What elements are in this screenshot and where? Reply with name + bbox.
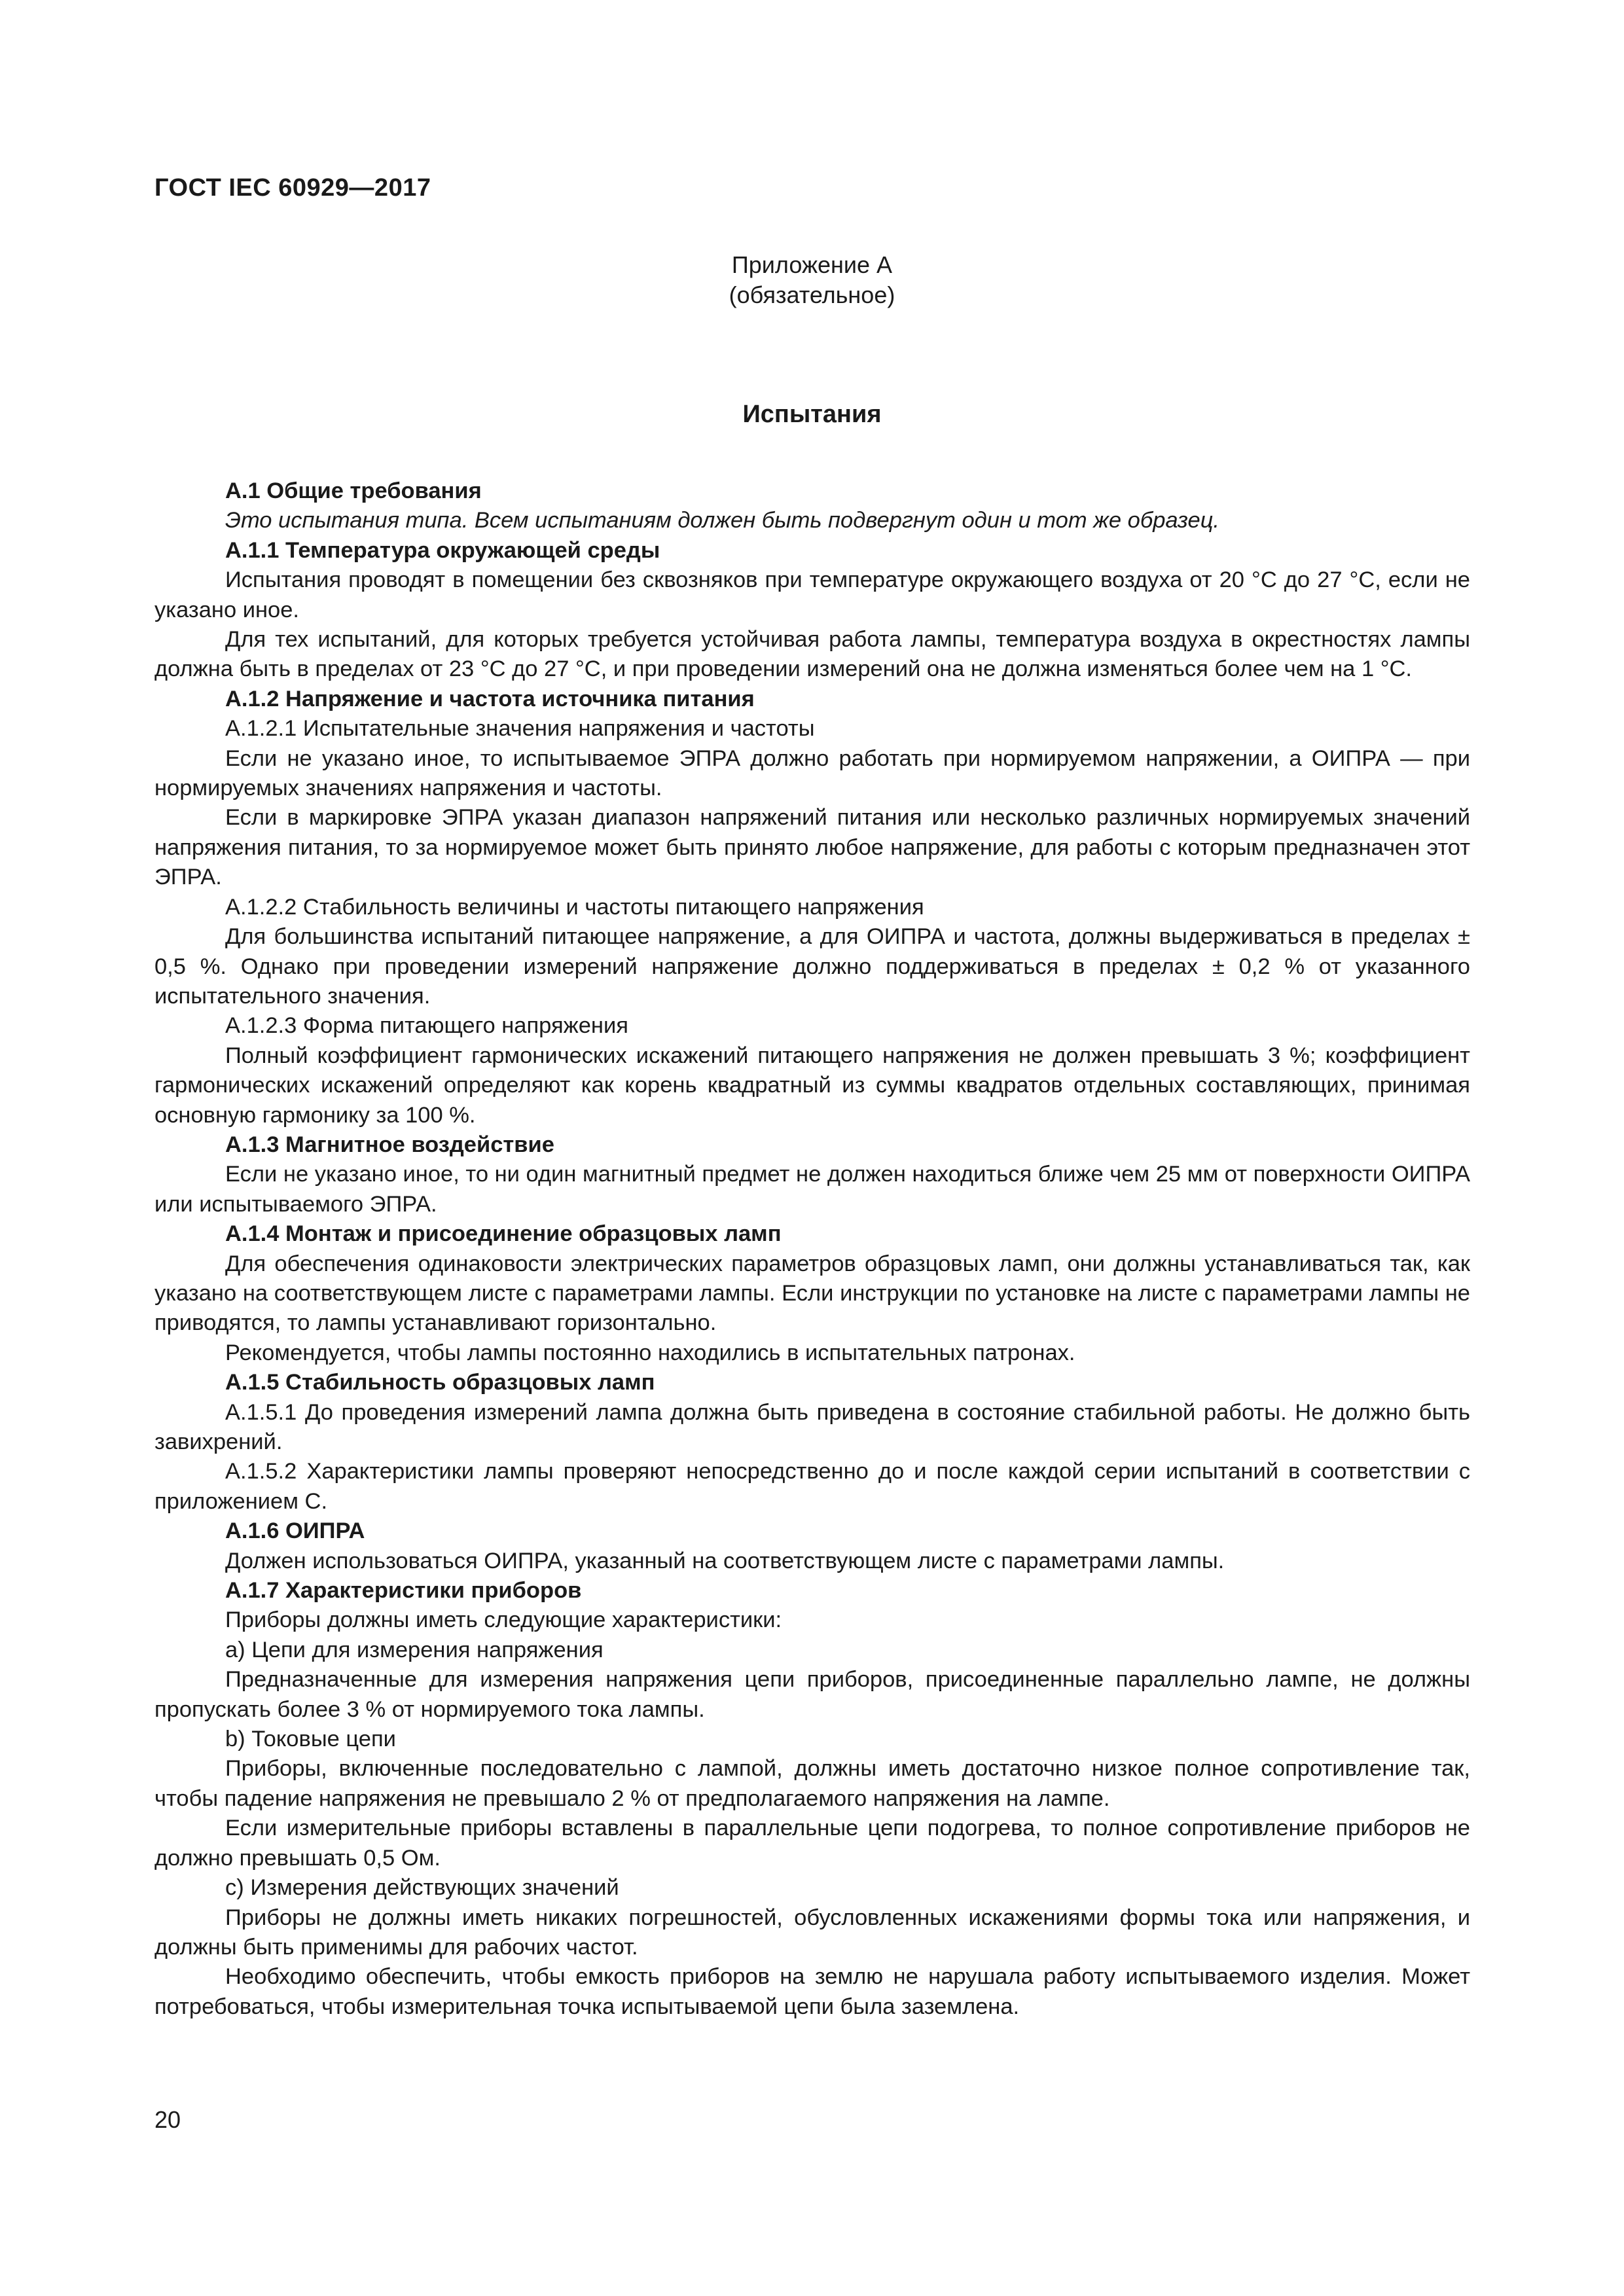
italic-note: Это испытания типа. Всем испытаниям должен быть подвергнут один и тот же образец. — [225, 508, 1220, 533]
paragraph: Приборы должны иметь следующие характеристики: — [225, 1607, 782, 1633]
paragraph: Полный коэффициент гармонических искажений питающего напряжения не должен превышать 3 %; коэффициент гармонических искажений определяют как корень квадратный из суммы квадратов отдельных составляющих, принимая основную гармонику за 100 %. — [154, 1043, 1470, 1128]
paragraph: Рекомендуется, чтобы лампы постоянно находились в испытательных патронах. — [225, 1340, 1075, 1365]
section-heading: А.1 Общие требования — [225, 478, 482, 503]
paragraph: Необходимо обеспечить, чтобы емкость приборов на землю не нарушала работу испытываемого изделия. Может потребоваться, чтобы измерительная точка испытываемой цепи была заземлена. — [154, 1964, 1470, 2019]
section-heading: А.1.5 Стабильность образцовых ламп — [225, 1370, 655, 1395]
paragraph: Испытания проводят в помещении без сквозняков при температуре окружающего воздуха от 20 °С до 27 °С, если не указано иное. — [154, 567, 1470, 622]
paragraph: Для обеспечения одинаковости электрических параметров образцовых ламп, они должны устанавливаться так, как указано на соответствующем листе с параметрами лампы. Если инструкции по установке на листе с параметрами лампы не приводятся, то лампы устанавливают горизонтально. — [154, 1251, 1470, 1336]
paragraph: А.1.2.2 Стабильность величины и частоты питающего напряжения — [225, 894, 924, 920]
paragraph: Приборы, включенные последовательно с лампой, должны иметь достаточно низкое полное сопротивление так, чтобы падение напряжения не превышало 2 % от предполагаемого напряжения на лампе. — [154, 1756, 1470, 1811]
section-title: Испытания — [742, 401, 882, 428]
section-heading: А.1.6 ОИПРА — [225, 1518, 365, 1544]
paragraph: А.1.2.1 Испытательные значения напряжения и частоты — [225, 716, 815, 742]
section-heading: А.1.1 Температура окружающей среды — [225, 537, 660, 563]
document-header: ГОСТ IEC 60929—2017 — [154, 174, 431, 202]
annex-status: (обязательное) — [729, 281, 895, 308]
paragraph: Если в маркировке ЭПРА указан диапазон напряжений питания или несколько различных нормируемых значений напряжения питания, то за нормируемое может быть принято любое напряжение, для работы с которым предназначен этот ЭПРА. — [154, 805, 1470, 890]
section-heading: А.1.2 Напряжение и частота источника питания — [225, 686, 755, 711]
paragraph: Предназначенные для измерения напряжения цепи приборов, присоединенные параллельно лампе, не должны пропускать более 3 % от нормируемого тока лампы. — [154, 1667, 1470, 1722]
section-heading: А.1.7 Характеристики приборов — [225, 1578, 582, 1604]
document-body — [154, 476, 1470, 2022]
page-number: 20 — [154, 2106, 181, 2133]
paragraph: c) Измерения действующих значений — [225, 1875, 619, 1901]
paragraph: А.1.5.2 Характеристики лампы проверяют непосредственно до и после каждой серии испытаний в соответствии с приложением С. — [154, 1459, 1470, 1514]
annex-title: Приложение А — [731, 251, 893, 278]
paragraph: Для тех испытаний, для которых требуется устойчивая работа лампы, температура воздуха в окрестностях лампы должна быть в пределах от 23 °С до 27 °С, и при проведении измерений она не должна изменяться более чем на 1 °С. — [154, 627, 1470, 682]
paragraph: Если не указано иное, то испытываемое ЭПРА должно работать при нормируемом напряжении, а ОИПРА — при нормируемых значениях напряжения и частоты. — [154, 745, 1470, 801]
paragraph: А.1.5.1 До проведения измерений лампа должна быть приведена в состояние стабильной работы. Не должно быть завихрений. — [154, 1399, 1470, 1454]
paragraph: a) Цепи для измерения напряжения — [225, 1637, 604, 1662]
paragraph: А.1.2.3 Форма питающего напряжения — [225, 1013, 628, 1039]
section-heading: А.1.3 Магнитное воздействие — [225, 1132, 554, 1157]
paragraph: Должен использоваться ОИПРА, указанный на соответствующем листе с параметрами лампы. — [225, 1548, 1225, 1573]
paragraph: Приборы не должны иметь никаких погрешностей, обусловленных искажениями формы тока или напряжения, и должны быть применимы для рабочих частот. — [154, 1905, 1470, 1960]
paragraph: Для большинства испытаний питающее напряжение, а для ОИПРА и частота, должны выдерживаться в пределах ± 0,5 %. Однако при проведении измерений напряжение должно поддерживаться в пределах ± 0,2 % от указанного испытательного значения. — [154, 924, 1470, 1009]
paragraph: Если измерительные приборы вставлены в параллельные цепи подогрева, то полное сопротивление приборов не должно превышать 0,5 Ом. — [154, 1816, 1470, 1871]
paragraph: b) Токовые цепи — [225, 1727, 396, 1752]
paragraph: Если не указано иное, то ни один магнитный предмет не должен находиться ближе чем 25 мм от поверхности ОИПРА или испытываемого ЭПРА. — [154, 1162, 1470, 1217]
section-heading: А.1.4 Монтаж и присоединение образцовых ламп — [225, 1221, 782, 1247]
